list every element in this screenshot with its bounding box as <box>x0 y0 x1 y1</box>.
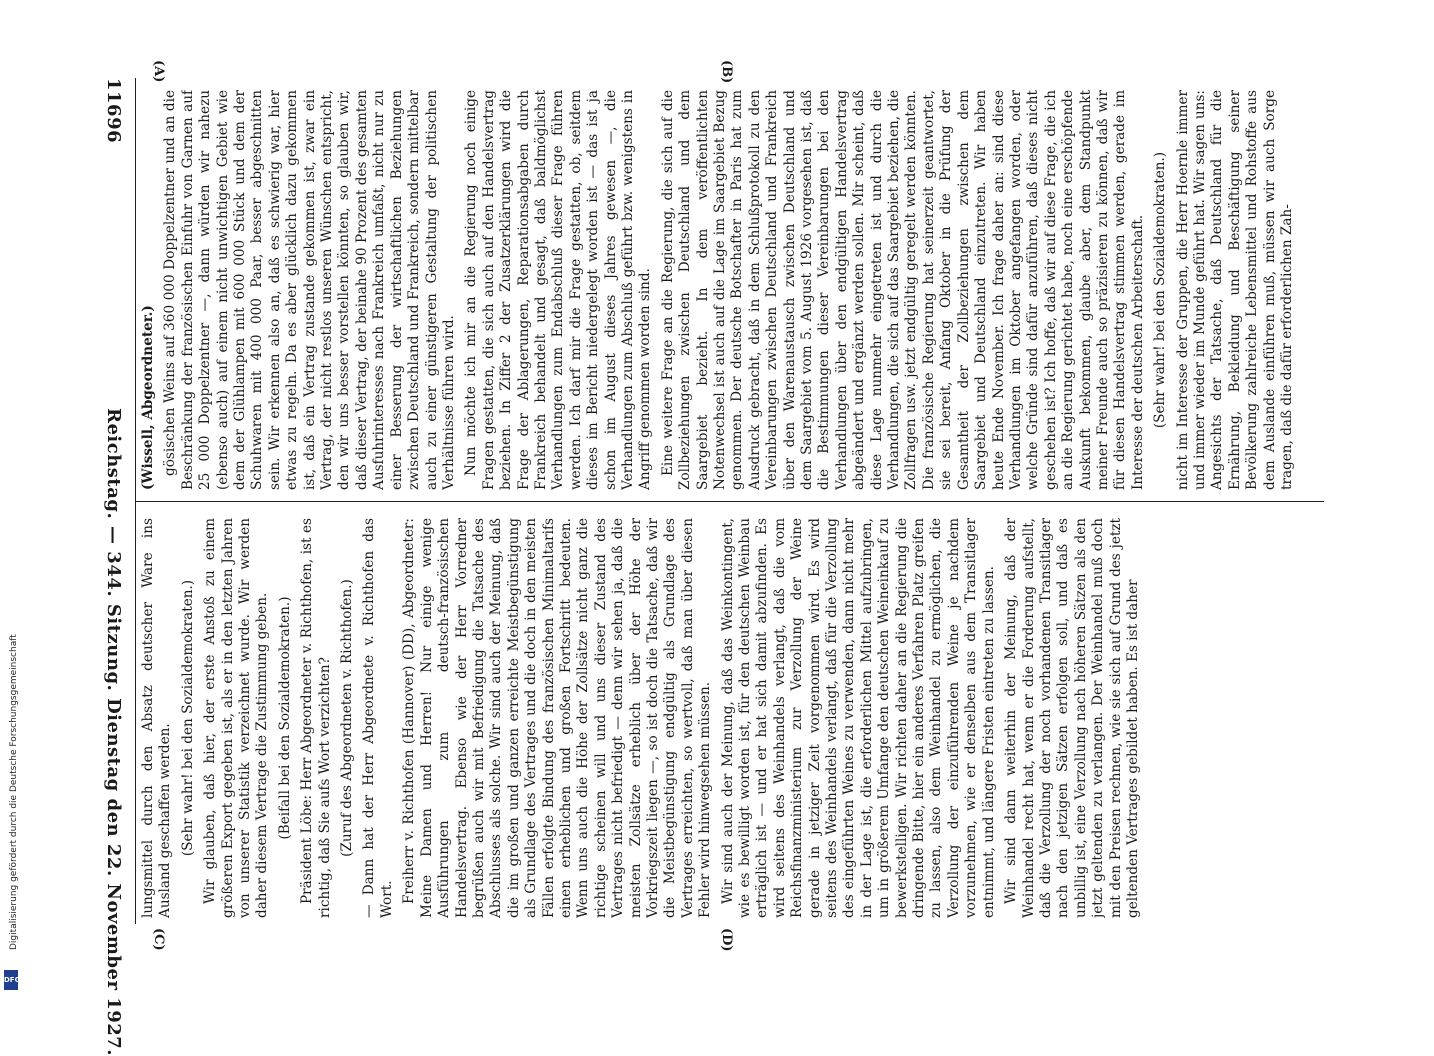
credit-sidebar <box>4 560 20 1000</box>
interjection: (Beifall bei den Sozialdemokraten.) <box>276 596 293 840</box>
margin-marker-d: (D) <box>719 928 734 952</box>
paragraph: lungsmittel durch den Absatz deutscher Ware ins Ausland geschaffen werden. <box>140 518 174 918</box>
speaker-label: (Wissell, Abgeordneter.) <box>140 305 156 490</box>
margin-marker-b: (B) <box>719 60 734 84</box>
right-column <box>140 518 1316 918</box>
left-column <box>140 90 1316 490</box>
interjection: (Sehr wahr! bei den Sozialdemokraten.) <box>1152 151 1169 429</box>
paragraph: Nun möchte ich mir an die Regierung noch einige Fragen gestatten, die sich auch auf den Handelsvertrag beziehen. In Ziffer 2 der Zusatzerklärungen wird die Frage der Ablagerungen, Reparationsabgaben durch Frankreich behandelt und gesagt, daß baldmöglichst Verhandlungen zum Endabschluß dieser Frage führen werden. Ich darf mir die Frage gestatten, ob, seitdem dieses im Bericht niedergelegt worden ist — das ist ja schon im August dieses Jahres gewesen —, die Verhandlungen zum Abschluß geführt bzw. wenigstens in Angriff genommen worden sind. <box>463 90 654 490</box>
president-statement: Präsident Löbe: Herr Abgeordneter v. Richthofen, ist es richtig, daß Sie aufs Wort verzichten? <box>299 518 333 918</box>
paragraph: nicht im Interesse der Gruppen, die Herr Hoernle immer und immer wieder im Munde geführt hat. Wir sagen uns: Angesichts der Tatsache, daß Deutschland für die Ernährung, Bekleidung und Beschäftigung seiner Bevölkerung zahlreiche Lebensmittel und Rohstoffe aus dem Auslande einführen muß, müssen wir auch Sorge tragen, daß die dafür erforderlichen Zah- <box>1174 90 1295 490</box>
margin-marker-c: (C) <box>151 928 166 951</box>
page-header <box>96 78 126 1056</box>
interjection: (Zuruf des Abgeordneten v. Richthofen.) <box>339 579 356 857</box>
column-divider <box>136 501 1324 502</box>
dfg-logo: DFG <box>4 970 18 990</box>
paragraph: gösischen Weins auf 360 000 Doppelzentner und an die Beschränkung der französischen Einfuhr von Garnen auf 25 000 Doppelzentner —, dann würden wir nahezu (ebenso auch) auf einem nicht unwichtigen Gebiet wie dem der Glühlampen mit 600 000 Stück und dem der Schuhwaren mit 400 000 Paar, besser abgeschnitten sein. Wir erkennen also an, daß es schwierig war, hier etwas zu regeln. Da es aber glücklich dazu gekommen ist, daß ein Vertrag zustande gekommen ist, zwar ein Vertrag, der nicht restlos unseren Wünschen entspricht, den wir uns besser vorstellen könnten, so glauben wir, daß dieser Vertrag, der beinahe 90 Prozent des gesamten Ausfuhrinteresses nach Frankreich umfaßt, nicht nur zu einer Besserung der wirtschaftlichen Beziehungen zwischen Deutschland und Frankreich, sondern mittelbar auch zu einer günstigeren Gestaltung der politischen Verhältnisse führen wird. <box>162 90 457 490</box>
president-statement: — Dann hat der Herr Abgeordnete v. Richthofen das Wort. <box>361 518 395 918</box>
paragraph: Wir glauben, daß hier, der erste Anstoß zu einem größeren Export gegeben ist, als er in den letzten Jahren von unserer Statistik verzeichnet wurde. Wir werden daher diesem Vertrage die Zustimmung geben. <box>202 518 271 918</box>
page-number: 11696 <box>103 78 124 144</box>
paragraph: Wir sind auch der Meinung, daß das Weinkontingent, wie es bewilligt worden ist, für den deutschen Weinbau erträglich ist — und er hat sich damit abzufinden. Es wird seitens des Weinhandels verlangt, daß die vom Reichsfinanzministerium zur Verzollung der Weine gerade in jetziger Zeit vorgenommen wird. Es wird seitens des Weinhandels verlangt, daß für die Verzollung des eingeführten Weines zu verwenden, dann nicht mehr in der Lage ist, die erforderlichen Mittel aufzubringen, um in größerem Umfange den deutschen Weineinkauf zu bewerkstelligen. Wir richten daher an die Regierung die dringende Bitte, hier ein anderes Verfahren Platz greifen zu lassen, also dem Weinhandel zu ermöglichen, die Verzollung der einzuführenden Weine je nachdem vorzunehmen, wie er denselben aus dem Transitlager entnimmt, und längere Fristen eintreten zu lassen. <box>719 518 997 918</box>
interjection: (Sehr wahr! bei den Sozialdemokraten.) <box>179 579 196 857</box>
paragraph: Wir sind dann weiterhin der Meinung, daß der Weinhandel recht hat, wenn er die Forderung aufstellt, daß die Verzollung der noch vorhandenen Transitlager nach den jetzigen Sätzen erfolgen soll, und daß es unbillig ist, eine Verzollung nach höheren Sätzen als den jetzt geltenden zu verlangen. Der Weinhandel muß doch mit den Preisen rechnen, wie sie sich auf Grund des jetzt geltenden Vertrages gebildet haben. Es ist daher <box>1003 518 1141 918</box>
paragraph: Freiherr v. Richthofen (Hannover) (DD), Abgeordneter: Meine Damen und Herren! Nur einige wenige Ausführungen zum deutsch-französischen Handelsvertrag. Ebenso wie der Herr Vorredner begrüßen auch wir mit Befriedigung die Tatsache des Abschlusses als solche. Wir sind auch der Meinung, daß die im großen und ganzen erreichte Meistbegünstigung als Grundlage des Vertrages und die doch in den meisten Fällen erfolgte Bindung des französischen Minimaltarifs einen erheblichen und großen Fortschritt bedeuten. Wenn uns auch die Höhe der Zollsätze nicht ganz die richtige scheinen will und uns dieser Zustand des Vertrages nicht befriedigt — denn wir sehen ja, daß die meisten Zollsätze erheblich über der Höhe der Vorkriegszeit liegen —, so ist doch die Tatsache, daß wir die Meistbegünstigung endgültig als Grundlage des Vertrages erreichten, so wertvoll, daß man über diesen Fehler wird hinwegsehen müssen. <box>401 518 714 918</box>
paragraph: Eine weitere Frage an die Regierung, die sich auf die Zollbeziehungen zwischen Deutschland und dem Saargebiet bezieht. In dem veröffentlichten Notenwechsel ist auch auf die Lage im Saargebiet Bezug genommen. Der deutsche Botschafter in Paris hat zum Ausdruck gebracht, daß in dem Schlußprotokoll zu den Vereinbarungen zwischen Deutschland und Frankreich über den Warenaustausch zwischen Deutschland und dem Saargebiet vom 5. August 1926 vorgesehen ist, daß die Bestimmungen dieser Vereinbarungen bei den Verhandlungen über den endgültigen Handelsvertrag abgeändert und ergänzt werden sollen. Mir scheint, daß diese Lage nunmehr eingetreten ist und durch die Verhandlungen, die sich auf das Saargebiet beziehen, die Zollfragen usw. jetzt endgültig geregelt werden könnten. Die französische Regierung hat seinerzeit geantwortet, sie sei bereit, Anfang Oktober in die Prüfung der Gesamtheit der Zollbeziehungen zwischen dem Saargebiet und Deutschland einzutreten. Wir haben heute Ende November. Ich frage daher an: sind diese Verhandlungen im Oktober angefangen worden, oder welche Gründe sind dafür anzuführen, daß dieses nicht geschehen ist? Ich hoffe, daß wir auf diese Frage, die ich an die Regierung gerichtet habe, noch eine erschöpfende Auskunft bekommen, glaube aber, dem Standpunkt meiner Freunde auch so präzisieren zu können, daß wir für diesen Handelsvertrag stimmen werden, gerade im Interesse der deutschen Arbeiterschaft. <box>659 90 1146 490</box>
margin-marker-a: (A) <box>151 60 166 83</box>
credit-text: Digitalisierung gefördert durch die Deutsche Forschungsgemeinschaft <box>9 634 19 950</box>
page-title: Reichstag. — 344. Sitzung. Dienstag den 22. November 1927. <box>103 408 124 1056</box>
